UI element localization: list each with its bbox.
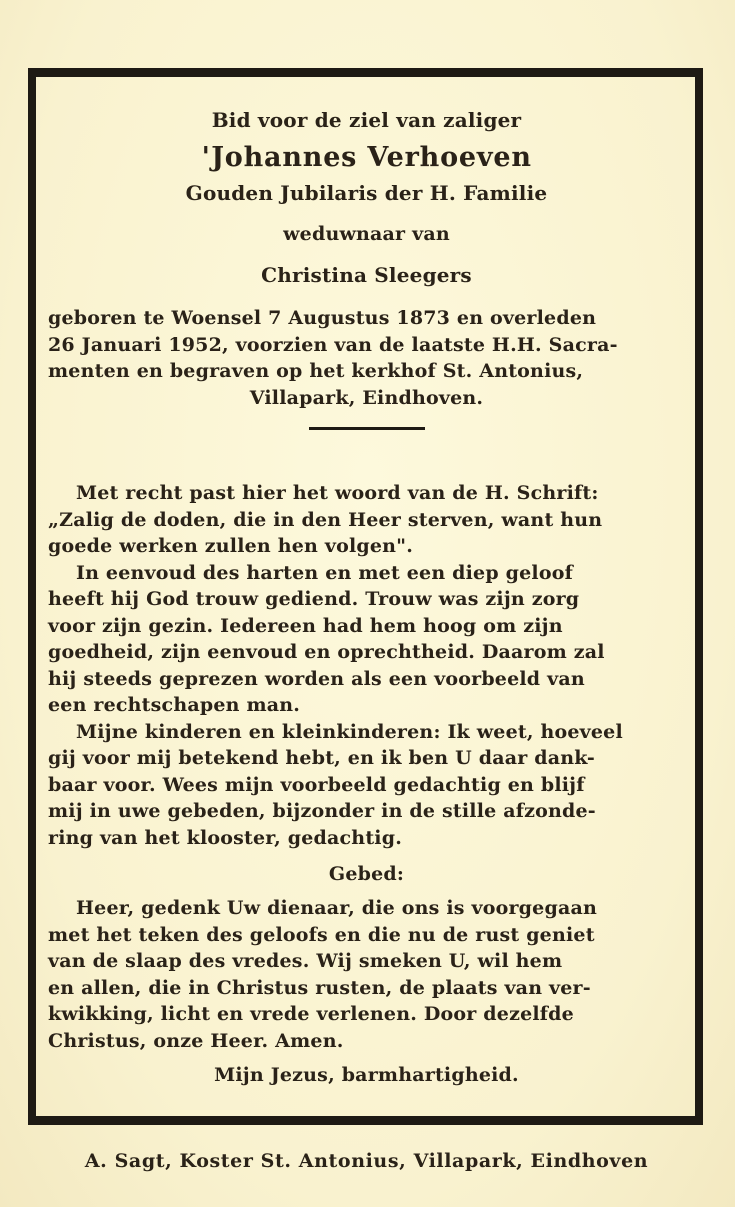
biography [48,305,685,411]
prayer-line: kwikking, licht en vrede verlenen. Door dezelfde [48,1003,574,1025]
text-line: voor zijn gezin. Iedereen had hem hoog om zijn [48,614,563,637]
spouse-name: Christina Sleegers [261,263,472,287]
text-line: mij in uwe gebeden, bijzonder in de stille afzonde- [48,800,596,822]
text-line: Mijne kinderen en kleinkinderen: Ik weet, hoeveel [76,720,623,743]
text-line: baar voor. Wees mijn voorbeeld gedachtig en blijf [48,773,585,796]
biography-line: 26 Januari 1952, voorzien van de laatste H.H. Sacra- [48,333,618,356]
text-line: hij steeds geprezen worden als een voorbeeld van [48,667,585,690]
text-line: heeft hij God trouw gediend. Trouw was zijn zorg [48,588,580,610]
border-top [28,68,703,77]
deceased-name-text: Johannes Verhoeven [211,142,532,173]
text-line: Met recht past hier het woord van de H. Schrift: [76,482,599,504]
text-line: goede werken zullen hen volgen". [48,535,414,557]
main-text [48,480,685,1086]
biography-line: Villapark, Eindhoven. [249,386,484,409]
prayer-title: Gebed: [328,863,405,885]
text-line: „Zalig de doden, die in den Heer sterven, want hun [48,508,603,531]
text-line: ring van het klooster, gedachtig. [48,826,403,849]
closing-invocation: Mijn Jezus, barmhartigheid. [214,1064,519,1086]
text-line: een rechtschapen man. [48,694,301,716]
printer-imprint: A. Sagt, Koster St. Antonius, Villapark, Eindhoven [84,1150,649,1172]
text-line: goedheid, zijn eenvoud en oprechtheid. Daarom zal [48,641,605,663]
prayer-line: met het teken des geloofs en die nu de rust geniet [48,923,595,946]
border-left [28,68,36,1125]
prayer-line: en allen, die in Christus rusten, de plaats van ver- [48,976,591,999]
apostrophe-mark: ' [201,142,211,173]
border-bottom [28,1116,703,1125]
card-content [48,108,685,1086]
prayer-line: Heer, gedenk Uw dienaar, die ons is voorgegaan [76,897,597,919]
prayer-line: van de slaap des vredes. Wij smeken U, wil hem [48,950,563,972]
subtitle: Gouden Jubilaris der H. Familie [185,181,548,205]
biography-line: geboren te Woensel 7 Augustus 1873 en overleden [48,307,597,329]
deceased-name [48,142,685,173]
text-line: In eenvoud des harten en met een diep geloof [76,561,573,584]
border-right [695,68,703,1125]
section-divider [309,427,425,430]
intro-line: Bid voor de ziel van zaliger [211,108,522,132]
prayer-line: Christus, onze Heer. Amen. [48,1029,344,1052]
biography-line: menten en begraven op het kerkhof St. Antonius, [48,360,584,382]
text-line: gij voor mij betekend hebt, en ik ben U daar dank- [48,747,595,769]
widower-line: weduwnaar van [283,223,450,245]
